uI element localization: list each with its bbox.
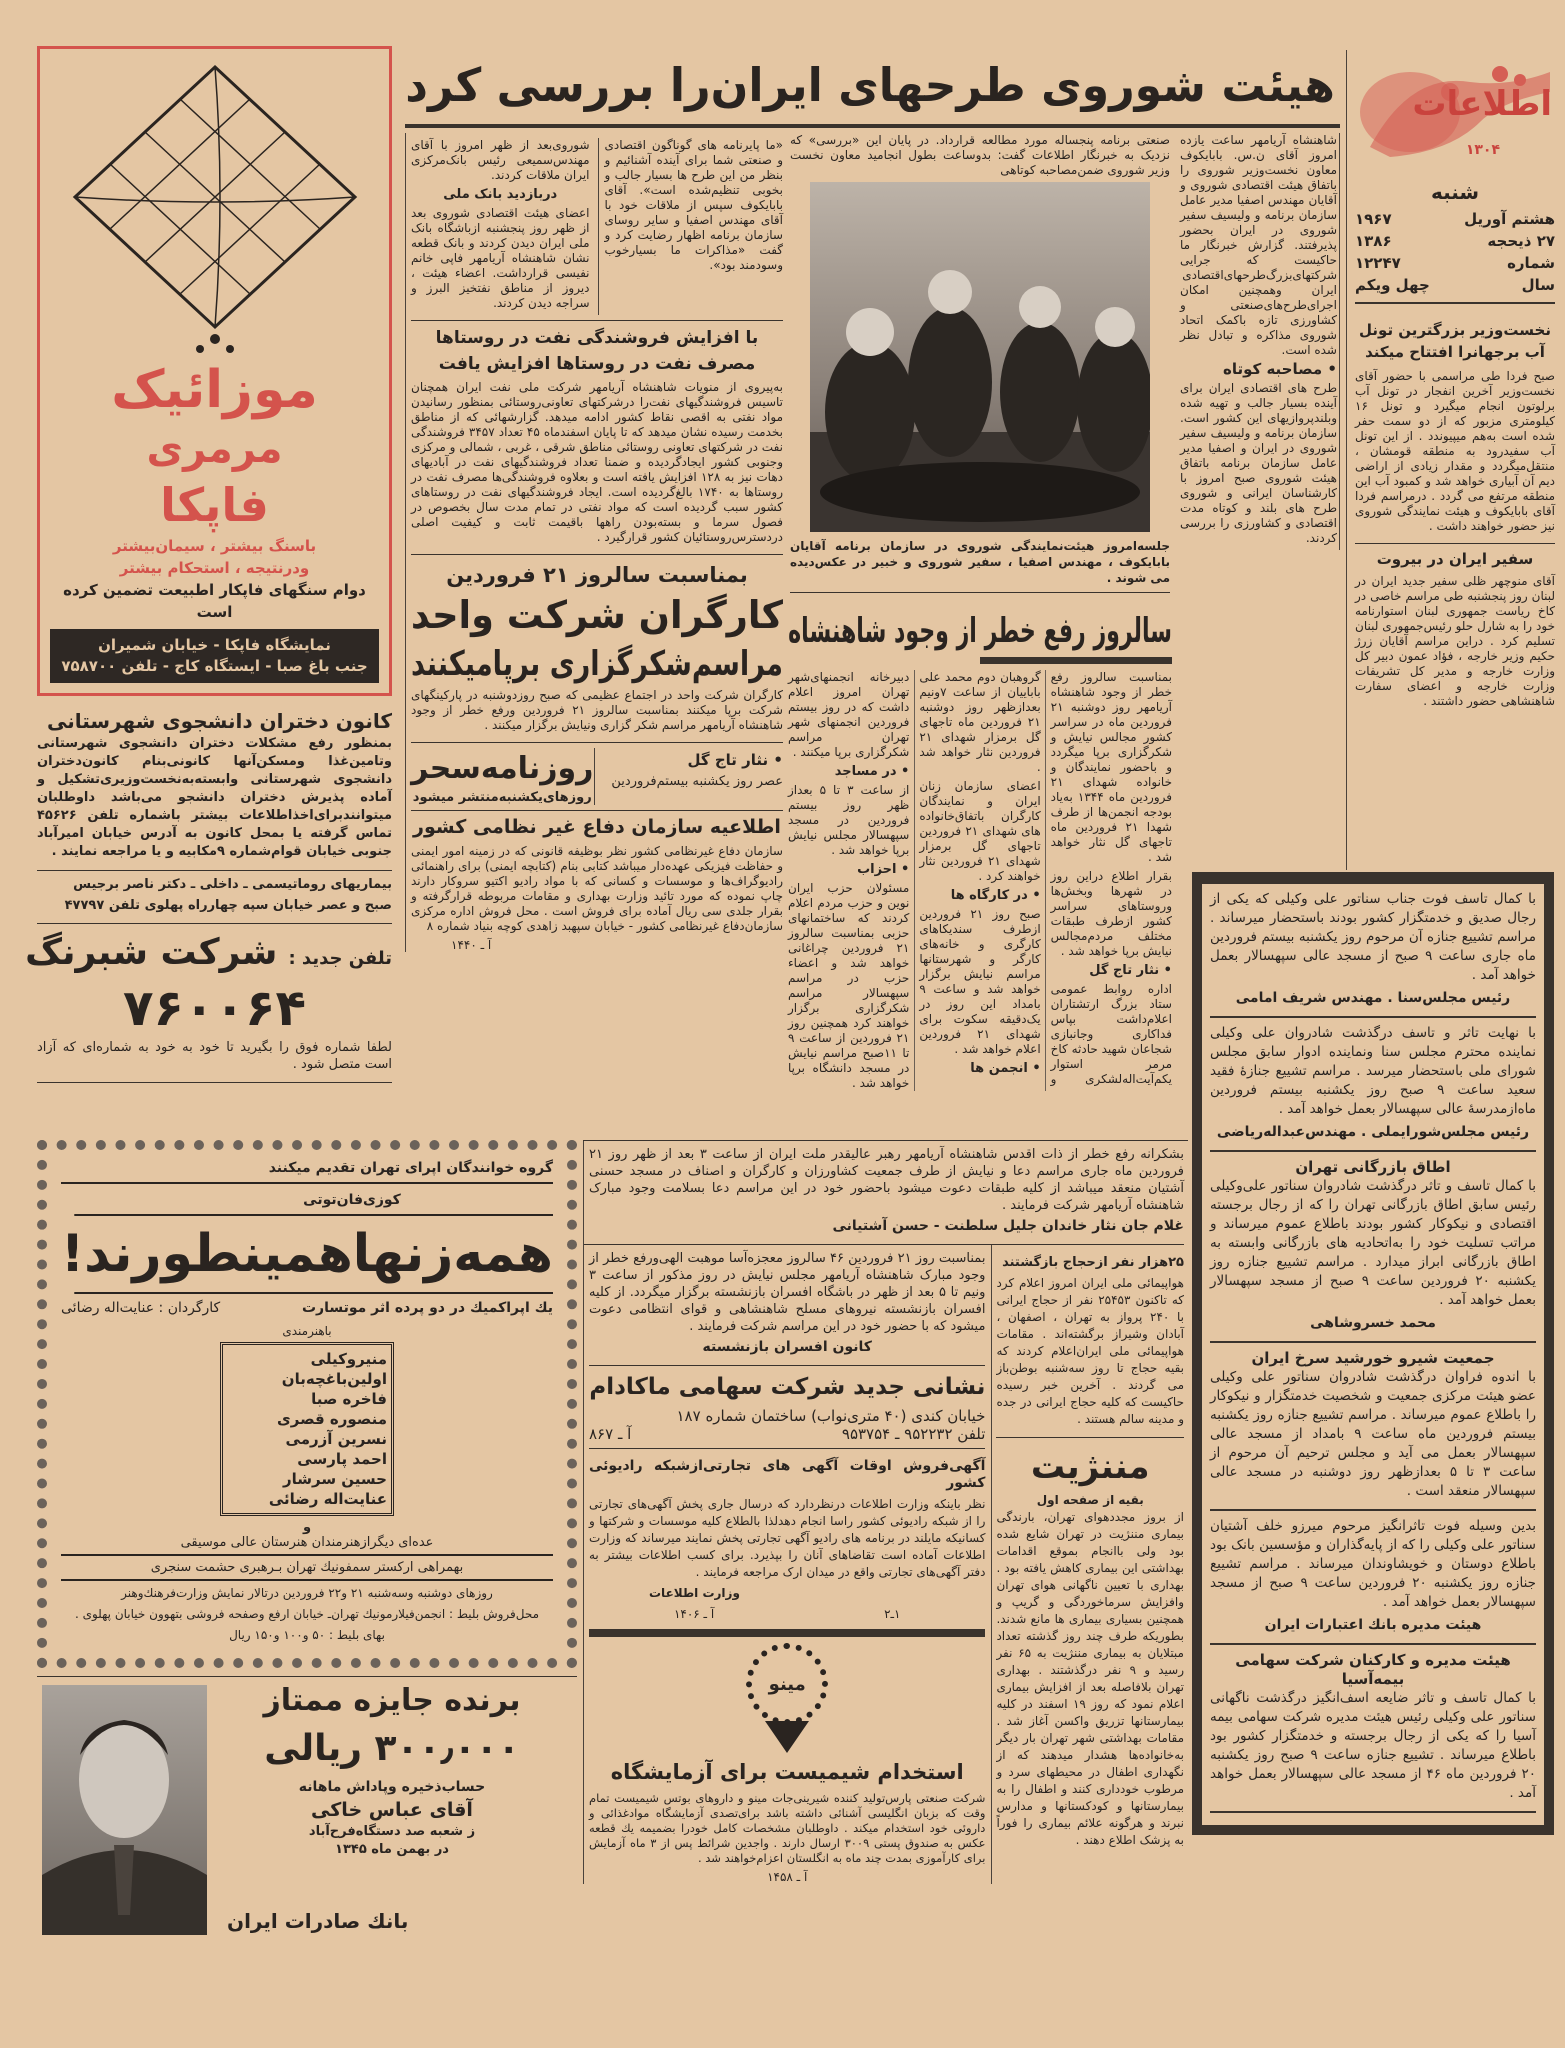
anniversary-story — [788, 605, 1172, 1091]
meeting-photo-icon — [810, 182, 1150, 532]
obituary-signature: رئیس مجلس‌سنا . مهندس شریف امامی — [1235, 990, 1511, 1006]
radio-ad: آگهی‌فروش اوقات آگهی های تجارتی‌ازشبکه رادیوئی کشور نظر باینکه وزارت اطلاعات درنظردارد که درسال جاری پخش آگهی‌های تجارتی را از شبکه رادیوئی کشور راسا انجام دهدلذا بالطلاع کلیه موسسات و شرکتها و کسانیکه مایلند در برنامه های رادیو آگهی تجارتی پخش نمایند میرساند که وزارت اطلاعات آماده است تقاضاهای آنان را بپذیرد. برای کسب اطلاعات بیشتر به دفتر آگهی‌های تجارتی واقع در میدان ارک مراجعه فرمایند . وزارت اطلاعات ۱ـ۲ آ ـ ۱۴۰۶ — [589, 1458, 986, 1621]
right-column — [1355, 314, 1555, 713]
obituary-box — [1192, 872, 1554, 1835]
mino-ad: مینو استخدام شیمیست برای آزمایشگاه شرکت صنعتی پارس‌تولید کننده شیرینی‌جات مینو و داروهای بوتس شیمیست تمام وقت که بزبان انگلیسی آشنائی داشته باشد برای‌تصدی آزمایشگاه موادغذائی و داروئی خود استخدام میکند . داوطلبان مشخصات کامل خودرا بضمیمه یك قطعه عکس به صندوق پستی ۳۰۰۹ ارسال دارند . واجدین شرائط پس از ۳ ماه آزمایش برای کارآموزی بمدت چند ماه به انگلستان اعزام‌خواهند شد . آ ـ ۱۴۵۸ — [589, 1643, 985, 1884]
officers-notice: بمناسبت روز ۲۱ فروردین ۴۶ سالروز معجزه‌آسا موهبت الهی‌ورفع خطر از وجود مبارک شاهنشاه آریامهر مجلس نیایش در روز مذکور از ساعت ۳ ونیم تا ۵ بعد از ظهر در باشگاه افسران بازنشسته برگزار میگردد. از کلیه افسران بازنشسته نیروهای مسلح شاهنشاهی و قوای انتظامی دعوت میشود که با حضور خود در این مراسم شرکت فرمایند . کانون افسران بازنشسته — [589, 1245, 985, 1366]
lead-center — [790, 133, 1170, 597]
civil-defense-notice: اطلاعیه سازمان دفاع غیر نظامی کشور سازمان دفاع غیرنظامی کشور نظر بوظیفه قانونی که در زمینه امور ایمنی و حفاظت فیزیکی عهده‌دار میباشد کتابی بنام (کتابچه ایمنی) برای راهنمائی رادیوگراف‌ها و موسسات و کسانی که با مواد رادیو اکتیو سروکار دارند چاپ نموده که مورد تائید وزارت بهداری و مقامات مربوطه قرارگرفته و بقرار جلدی سی ریال آماده برای فروش است . محل فروش اداره مرکزی سازمان‌دفاع غیرنظامی کشور - خیابان سپهبد زاهدی کوچه بنیاد شماره ۸ آ ـ ۱۴۴۰ — [411, 816, 783, 952]
hajj-story: ۲۵هزار نفر ازحجاج بازگشتند هواپیمائی ملی ایران امروز اعلام کرد که تاکنون ۲۵۴۵۳ نفر از حجاج ایرانی با ۲۴۰ پرواز به تهران ، اصفهان ، آبادان وشیراز برگشته‌اند . مقامات هواپیمائی ملی ایران‌اعلام کردند که بقیه حجاج تا روز سه‌شنبه بوطن‌باز می گردند . آخرین خبر رسیده حاکیست که کلیه حجاج ایرانی در جده و مدینه سالم هستند . — [996, 1245, 1184, 1438]
obituary-body: بدین وسیله فوت تاثرانگیز مرحوم میرزو خلف آشتیان سناتور علی وکیلی را که از پایه‌گذاران و مؤسسین بانک بود باطلاع دوستان و خویشاوندان میرساند . مراسم تشییع جنازه روز یکشنبه ۲۰ فروردین ساعت ۹ صبح از مسجد سپهسالار بعمل خواهد آمد . — [1210, 1518, 1536, 1610]
date-row — [1355, 230, 1555, 252]
oil-story: با افزایش فروشندگی نفت در روستاها مصرف نفت در روستاها افزایش یافت به‌پیروی از منویات شاهنشاه آریامهر شرکت ملی نفت ایران همچنان تاسیس فروشندگیهای نفت‌را درشرکتهای تعاونی‌روستائی بمنظور رسانیدن مواد نفتی به اقصی نقاط کشور ادامه میدهد. گزارشهائی که از مناطق بخدمت رسیده نشان میدهد که تا پایان اسفندماه ۴۵ تعداد ۳۴۵۷ فروشندگی نفت در شرکتهای تعاونی روستائی مناطق شرقی ، غربی ، شمالی و مرکزی وجنوبی کشور ایجادگردیده و ضمنا تعداد فروشندگیهای نفت در آبادیهای دهات نیز به ۱۲۸ افزایش یافته است و بعلاوه فروشندگی‌ها مصرف نفت در روستاها به ۱۷۴۰ بالغ‌گردیده است. ایجاد فروشندگیهای نفت در روستاهای کشور سبب گردیده است که مواد نفتی در تمام مدت سال بخصوص در فصول سرما و بسته‌بودن راهها باقیمت ثابت و کیفیت اصلی دردسترس‌روستائیان کشور قرارگیرد . — [411, 321, 783, 555]
opera-ad: گروه خوانندگان اپرای تهران تقدیم میکنند کوزی‌فان‌توتی همه‌زنهاهمینطورند! یك اپراكمیك در دو پرده اثر موتسارت کارگردان : عنایت‌اله رضائی باهنرمندی منیروکیلی اولین‌باغچه‌بان فاخره صبا منصوره قصری نسرین آزرمی احمد پارسی حسین سرشار عنایت‌اله رضائی و عده‌ای دیگرازهنرمندان هنرستان عالی موسیقی بهمراهی ارکستر سمفونیك تهران بـرهبری حشمت سنجری روزهای دوشنبه وسه‌شنبه ۲۱ و۲۲ فروردین درتالار نمایش وزارت‌فرهنك‌وهنر محل‌فروش بلیط : انجمن‌فیلارمونیك تهران‌ـ خیابان ارفع وصفحه فروشی بتهوون خیابان پهلوی . بهای بلیط : ۵۰ و۱۰۰ و۱۵۰ ریال — [37, 1140, 577, 1668]
obituary-header: جمعیت شیرو خورشید سرخ ایران — [1251, 1349, 1495, 1367]
meningitis-story: مننژیت بقیه از صفحه اول از بروز مجددهوای تهران، بارندگی بیماری مننژیت در تهران شایع شده بود ولی باانجام بموقع اقدامات بهداشتی این بیماری کاهش یافته بود . بهداری با تعیین ناگهانی هوای تهران وافزایش سرماخوردگی و گریپ و همچنین بسیاری بیماری ها مانع شدند. بطوریکه طرف چند روز گذشته تعداد مبتلایان به بیماری مننژیت به ۶۵ نفر رسید و ۹ نفر درگذشتند . بهداری تهران بلافاصله بعد از افزایش بیماری اعلام نمود که روز ۱۹ اسفند در کلیه بیمارستانها تزریق واکسن آغاز شد . مقامات بهداشتی شهر تهران بار دیگر به‌خانواده‌ها هشدار میدهند که از نگهداری اطفال در محیطهای سرد و مرطوب خودداری کنند و اطفال را به بیمارستانها و کودکستانها و مدارس نبرند و هرگونه علائم بیماری را فوراً به پزشک اطلاع دهند . — [996, 1447, 1184, 1847]
makadam-ad: نشانی جدید شرکت سهامی ماکادام خیابان کندی (۴۰ متری‌نواب) ساختمان شماره ۱۸۷ تلفن ۹۵۲۲۳۲ ـ ۹۵۳۷۵۴ آ ـ ۸۶۷ — [589, 1366, 985, 1449]
winner-photo — [42, 1685, 207, 1935]
date-block — [1355, 180, 1555, 304]
cast-member: منصوره قصری — [277, 1410, 387, 1428]
date-value: چهل ویکم — [1355, 276, 1430, 294]
cast-member: احمد پارسی — [297, 1450, 387, 1468]
date-rows — [1355, 208, 1555, 296]
left-column — [25, 46, 398, 1083]
lead-photo — [810, 182, 1150, 532]
lead-col-2: صنعتی برنامه پنجساله مورد مطالعه قرارداد. در پایان این «بررسی» که نزدیک به خبرنگار اطلاعات گفت: بدوساعت بطول انجامید معاون نخست وزیر شوروی ضمن‌مصاحبه کوتاهی — [790, 133, 1170, 177]
shebrang-phone: ۷۶۰۰۶۴ — [122, 979, 307, 1037]
date-label: هشتم آوریل — [1464, 210, 1555, 228]
oil-headline: مصرف نفت در روستاها افزایش یافت — [438, 354, 756, 374]
masthead-logo — [1350, 62, 1560, 172]
anniversary-headline: سالروز رفع خطر از وجود شاهنشاه — [788, 611, 1172, 651]
sahar-ad: روزنامه‌سحر روزهای‌یکشنبه‌منتشر میشود — [411, 751, 594, 805]
bank-saderat-ad: برنده جایزه ممتاز ۳۰۰٫۰۰۰ ریالی حساب‌ذخیره وپاداش ماهانه آقای عباس خاکی ز شعبه صد دستگاه‌فرح‌آباد در بهمن ماه ۱۳۴۵ بانك صادرات ایران — [37, 1676, 577, 1946]
date-label: سال — [1521, 276, 1555, 294]
beirut-story: سفیر ایران در بیروت آقای منوچهر ظلی سفیر جدید ایران در لبنان روز پنجشنبه طی مراسم خاصی در کاخ ریاست جمهوری لبنان استوارنامه خود را به شارل حلو رئیس‌جمهوری لبنان تسلیم کرد . دراین مراسم آقایان زرژ حکیم وزیر خارجه ، فؤاد عمون دبیر کل وزارت خارجه و مدیر کل تشریفات وزارت خارجه و اعضای سفارت شاهنشاهی حضور داشتند . — [1355, 550, 1555, 708]
obituary-body: با اندوه فراوان درگذشت شادروان سناتور علی وکیلی عضو هیئت مرکزی جمعیت و شخصیت خدمتگزار و نیکوکار را باطلاع عموم میرساند . مراسم تشییع جنازه روز یکشنبه بیستم فروردین ماه ساعت ۹ بامداد از مسجد عالی سپهسالار بعمل می آید و مجلس ترحیم آن مرحوم از ساعت ۳ تا ۵ بعدازظهر روز دوشنبه در مسجد عالی سپهسالار منعقد است . — [1210, 1369, 1537, 1499]
shebrang-ad: تلفن جدید : شرکت شبرنگ ۷۶۰۰۶۴ لطفا شماره فوق را بگیرید تا خود به خود به شماره‌ای که آزاد است متصل شود . — [37, 924, 392, 1083]
date-value: ۱۲۲۴۷ — [1355, 254, 1401, 272]
lead-col-3: «ما پایرنامه های گوناگون اقتصادی و صنعتی شما برای آینده آشنائیم و بنظر من این طرح ها بسیار جالب و بخوبی تنظیم‌شده است». آقای بابایکوف سپس از ملاقات خود با آقای مهندس اصفیا و سایر روسای سازمان برنامه اظهار رضایت کرد و گفت «مذاکرات ما بسیارخوب وسودمند بود». — [598, 138, 784, 315]
oil-kicker: با افزایش فروشندگی نفت در روستاها — [435, 328, 759, 348]
weekday: شنبه — [1430, 180, 1480, 204]
workers-story: بمناسبت سالروز ۲۱ فروردین کارگران شرکت واحد مراسم‌شکرگزاری برپامیکنند کارگران شرکت واحد در اجتماع عظیمی که صبح روزدوشنبه در پارکینگهای شرکت برپا میکنند بمناسبت سالروز ۲۱ فروردین ورفع خطر از وجود شاهنشاه آریامهر مراسم شکر گزاری ونیایش برگزار میکنند . — [411, 555, 783, 743]
lead-col-4: شوروی‌بعد از ظهر امروز با آقای مهندس‌سمیعی رئیس بانک‌مرکزی ایران ملاقات کردند. دربازدید بانک ملی اعضای هیئت اقتصادی شوروی بعد از ظهر روز پنجشنبه ازباشگاه بانک ملی ایران دیدن کردند و بانک قطعه نشان شاهنشاه آریامهر فاپی خانم نفیسی قرارداشت. اعضاء هیئت ، دیروز از مناطق نفتخیز البرز و سراجه دیدن کردند. — [411, 138, 590, 310]
obituary-body: با کمال تاسف فوت جناب سناتور علی وکیلی که یکی از رجال صدیق و خدمتگزار کشور بودند باستحضار میرساند . مراسم تشییع جنازه آن مرحوم روز یکشنبه بیستم فروردین ماه جاری ساعت ۹ صبح از مسجد عالی سپهسالار بعمل خواهد آمد . — [1210, 891, 1536, 983]
cast-member: عنایت‌اله رضائی — [268, 1490, 387, 1508]
obituary-notice — [1210, 1349, 1536, 1511]
photo-caption: جلسه‌امروز هیئت‌نمایندگی شوروی در سازمان برنامه آقایان بابایکوف ، مهندس اصفیا ، سفیر شوروی و خبیر در عکس‌دیده می شوند . — [790, 538, 1170, 593]
middle-lower-right — [991, 1245, 1184, 1884]
lead-col-1: شاهنشاه آریامهر ساعت یازده امروز آقای ن.س. بابایکوف معاون نخست‌وزیر شوروی را باتفاق هیئت اقتصادی شوروی و آقایان مهندس اصفیا مدیر عامل سازمان برنامه و ولیسیف سفیر شوروی در ایران بحضور پذیرفتند. گزارش خبرنگار ما حاکیست که جرایی شرکتهای‌بزرگ‌طرحهای‌اقتصادی ایران وهمچنین امکان اجرای‌طرح‌های‌صنعتی و کشاورزی تازه باکمک اتحاد شوروی مذاکره و تبادل نظر شده است. • مصاحبه کوتاه طرح های اقتصادی ایران برای آینده بسیار جالب و تهیه شده وبلندپروازیهای این کشور است. سازمان برنامه و ولیسیف سفیر شوروی در ایران و اصفیا مدیر عامل سازمان برنامه باتفاق هیئت شوروی صبح امروز با کارشناسان ایرانی و شوروی طرح های بلند و کوتاه مدت اقتصادی و کشاورزی را بررسی کردند. — [1178, 133, 1340, 550]
date-value: ۱۳۸۶ — [1355, 232, 1392, 250]
obituary-body: با نهایت تاثر و تاسف درگذشت شادروان علی وکیلی نماینده محترم مجلس سنا ونماینده ادوار سابق مجلس شورای ملی باستحضار میرسد . مراسم تشییع جنازهٔ فقید سعید ساعت ۹ صبح روز یکشنبه بیستم فروردین ماه‌ازمدرسهٔ عالی سپهسالار بعمل خواهد آمد . — [1210, 1025, 1536, 1117]
obituary-body: با کمال تاسف و تاثر ضایعه اسف‌انگیز درگذشت ناگهانی سناتور علی وکیلی رئیس هیئت مدیره شرکت سهامی بیمه آسیا را که یکی از رجال برجسته و خدمتگزار کشور بود باطلاع میرساند . تشییع جنازه ساعت ۹ صبح روز یکشنبه ۲۰ فروردین ماه ۴۶ از مسجد عالی سپهسالار بعمل خواهد آمد . — [1210, 1690, 1537, 1801]
opera-cast-list — [220, 1342, 394, 1516]
workers-wreath: • نثار تاج گل عصر روز یکشنبه بیستم‌فروردین — [594, 748, 784, 805]
prayer-notice: بشکرانه رفع خطر از ذات اقدس شاهنشاه آریامهر رهبر عالیقدر ملت ایران از ساعت ۳ بعد از ظهر روز ۲۱ فروردین ماه جاری مراسم دعا و نیایش از طرف جمعیت کشاورزان و کارگران و اصناف در مسجد حسنی آشتیان منعقد میباشد از کلیه طبقات دعوت میشود باحضور خود در این مراسم دعا بسلامت وجود مبارک شاهنشاه آریامهر شرکت فرمایند . غلام جان نثار خاندان جلیل سلطنت - حسن آشتیانی — [583, 1141, 1184, 1245]
date-value: ۱۹۶۷ — [1355, 210, 1392, 228]
obituary-signature: رئیس مجلس‌شورایملی . مهندس‌عبداله‌ریاضی — [1216, 1124, 1530, 1140]
obituary-notice — [1210, 1517, 1536, 1645]
diamond-kite-icon — [65, 57, 365, 357]
cast-member: اولین‌باغچه‌بان — [281, 1370, 387, 1388]
cast-member: حسین سرشار — [282, 1470, 387, 1488]
mosaic-ad: موزائیک مرمری فاپکا باسنگ بیشتر ، سیمان‌بیشتر ودرنتیجه ، استحکام بیشتر دوام سنگهای فاپکار اطبیعت تضمین کرده است نمایشگاه فاپکا - خیابان شمیران جنب باغ صبا - ایستگاه کاج - تلفن ۷۵۸۷۰۰ — [37, 46, 392, 696]
date-row — [1355, 252, 1555, 274]
mino-rosette-icon: مینو — [746, 1643, 828, 1725]
date-label: شماره — [1507, 254, 1555, 272]
logo-year: ۱۳۰۴ — [1465, 142, 1500, 158]
tunnel-story: نخست‌وزیر بزرگترین تونل آب برجهانرا افتتاح میکند صبح فردا طی مراسمی با حضور آقای نخست‌وزیر آخرین انفجار در تونل آب برلوتون انجام میگیرد و تونل ۱۶ کیلومتری مزبور که از دو سمت حفر شده است به‌هم میپیوندد . از این تونل آب سفیدرود به منطقه قومشان ، منتقل‌میگردد و مقدار زیادی از اراضی دیم آن آبیاری خواهد شد و کمبود آب این منطقه مرتفع می گردد . درمراسم فردا آقای بابایکوف و هیئت نمایندگی شوروی نیز حضور خواهند داشت . — [1355, 314, 1555, 544]
opera-title: همه‌زنهاهمینطورند! — [74, 1214, 553, 1294]
obituary-signature: هیئت مدیره بانك اعتبارات ایران — [1264, 1617, 1482, 1633]
obituary-body: با کمال تاسف و تاثر درگذشت شادروان سناتور علی‌وکیلی رئیس سابق اطاق بازرگانی تهران را که از رجال برجسته اقتصادی و نیکوکار کشور بودند باطلاع عموم میرساند و مراتب تسلیت خود را به‌اتحادیه های بازرگانی وابسته به اطاق بازرگانی ابراز میدارد . مراسم تشییع جنازه روز یکشنبه ۲۰ فروردین ساعت ۹ صبح از مسجد سپهسالار بعمل خواهد آمد . — [1210, 1178, 1537, 1308]
obituary-list — [1210, 890, 1536, 1813]
cast-member: نسرین آزرمی — [285, 1430, 387, 1448]
obituary-header: هیئت مدیره و کارکنان شرکت سهامی بیمه‌آسیا — [1235, 1651, 1511, 1688]
obituary-signature: محمد خسروشاهی — [1310, 1315, 1436, 1331]
mosaic-address-box: نمایشگاه فاپکا - خیابان شمیران جنب باغ صبا - ایستگاه کاج - تلفن ۷۵۸۷۰۰ — [50, 629, 379, 683]
logo-text: اطلاعات — [1412, 84, 1552, 124]
date-label: ۲۷ ذیحجه — [1487, 232, 1555, 250]
cast-member: فاخره صبا — [311, 1390, 387, 1408]
obituary-notice — [1210, 1158, 1536, 1343]
obituary-notice — [1210, 1024, 1536, 1152]
cast-member: منیروکیلی — [310, 1350, 387, 1368]
obituary-notice — [1210, 1651, 1536, 1813]
portrait-icon — [42, 1685, 207, 1935]
lead-headline: هیئت شوروی طرحهای ایران‌را بررسی کرد — [405, 58, 1335, 112]
middle-lower — [583, 1140, 1188, 1884]
mosaic-durability-line: دوام سنگهای فاپکار اطبیعت تضمین کرده است — [63, 581, 366, 621]
obituary-header: اطاق بازرگانی تهران — [1295, 1158, 1451, 1176]
date-row — [1355, 274, 1555, 296]
anniversary-body: بمناسبت سالروز رفع خطر از وجود شاهنشاه آریامهر روز دوشنبه ۲۱ فروردین ماه در سراسر کشور مجالس نیایش و شکرگزاری برپا میگردد و باحضور نمایندگان و خانواده شهدای ۲۱ فروردین ماه ۱۳۴۴ به‌یاد بودجه انجمن‌ها از طرف شهدا ۲۱ فروردین ماه تاجهای گل نثار خواهد شد . بقرار اطلاع دراین روز در شهرها وبخش‌ها وروستاهای سراسر کشور ازطرف طبقات مختلف مردم‌مجالس نیایش برپا خواهد شد . • نثار تاج گل اداره روابط عمومی ستاد بزرگ ارتشتاران اعلام‌داشت بپاس فداکاری وجانبازی شجاعان شهید حادثه کاخ مرمر استوار یکم‌آیت‌اله‌لشکری و گروهبان دوم محمد علی باباییان از ساعت ۷ونیم بعدازظهر روز دوشنبه ۲۱ فروردین ماه تاجهای گل برمزار شهدای ۲۱ فروردین نثار خواهد شد . اعضای سازمان زنان ایران و نمایندگان کارگران باتفاق‌خانواده های شهدای ۲۱ فروردین تاجهای گل برمزار شهدای ۲۱ فروردین نثار خواهند کرد . • در کارگاه ها صبح روز ۲۱ فروردین ازطرف سندیکاهای کارگری و خانه‌های کارگر و شهرستانها مراسم نیایش برگزار خواهد شد و ساعت ۹ بامداد این روز در یک‌دقیقه سکوت برای شهدای ۲۱ فروردین اعلام خواهد شد . • انجمن ها دبیرخانه انجمنهای‌شهر تهران امروز اعلام داشت که در روز بیستم فروردین انجمنهای شهر تهران مراسم شکرگزاری برپا میکنند . • در مساجد از ساعت ۳ تا ۵ بعداز ظهر روز بیستم فروردین در مسجد سپهسالار مجلس نیایش برپا خواهد شد . • احزاب مسئولان حزب ایران نوین و حزب مردم اعلام کردند که ساختمانهای حزبی بمناسبت سالروز ۲۱ فروردین چراغانی خواهد شد و اعضاء حزب در مراسم سپهسالار مراسم شکرگزاری برگزار خواهند کرد همچنین روز ۲۱ فروردین از ساعت ۹ تا ۱۱صبح مراسم نیایش در مسجد دانشگاه برپا خواهد شد . — [788, 670, 1172, 1090]
date-row — [1355, 208, 1555, 230]
middle-lower-left — [583, 1245, 991, 1884]
obituary-notice — [1210, 890, 1536, 1018]
middle-left-column — [405, 133, 783, 952]
doctor-ad: بیماریهای روماتیسمی ـ داخلی ـ دکتر ناصر برجیس صبح و عصر خیابان سپه چهارراه پهلوی تلفن ۴۷۷۹۷ — [37, 871, 392, 924]
student-notice: کانون دختران دانشجوی شهرستانی بمنظور رفع مشکلات دختران دانشجوی شهرستانی وتامین‌غذا ومسکن‌آنها کانونی‌بنام کانون‌دختران دانشجوی شهرستانی وابسته‌به‌نخست‌وزیری‌تشکیل و آماده پذیرش دختران دانشجو می‌باشد داوطلبان میتوانندبرای‌اخذاطلاعات بیشتر باشماره تلفن ۴۵۶۲۶ تماس گرفته یا بمحل کانون به آدرس خیابان امیرآباد جنوبی خیابان قوام‌شماره ۹مکابیه و یا مراجعه نمایند . — [37, 702, 392, 871]
